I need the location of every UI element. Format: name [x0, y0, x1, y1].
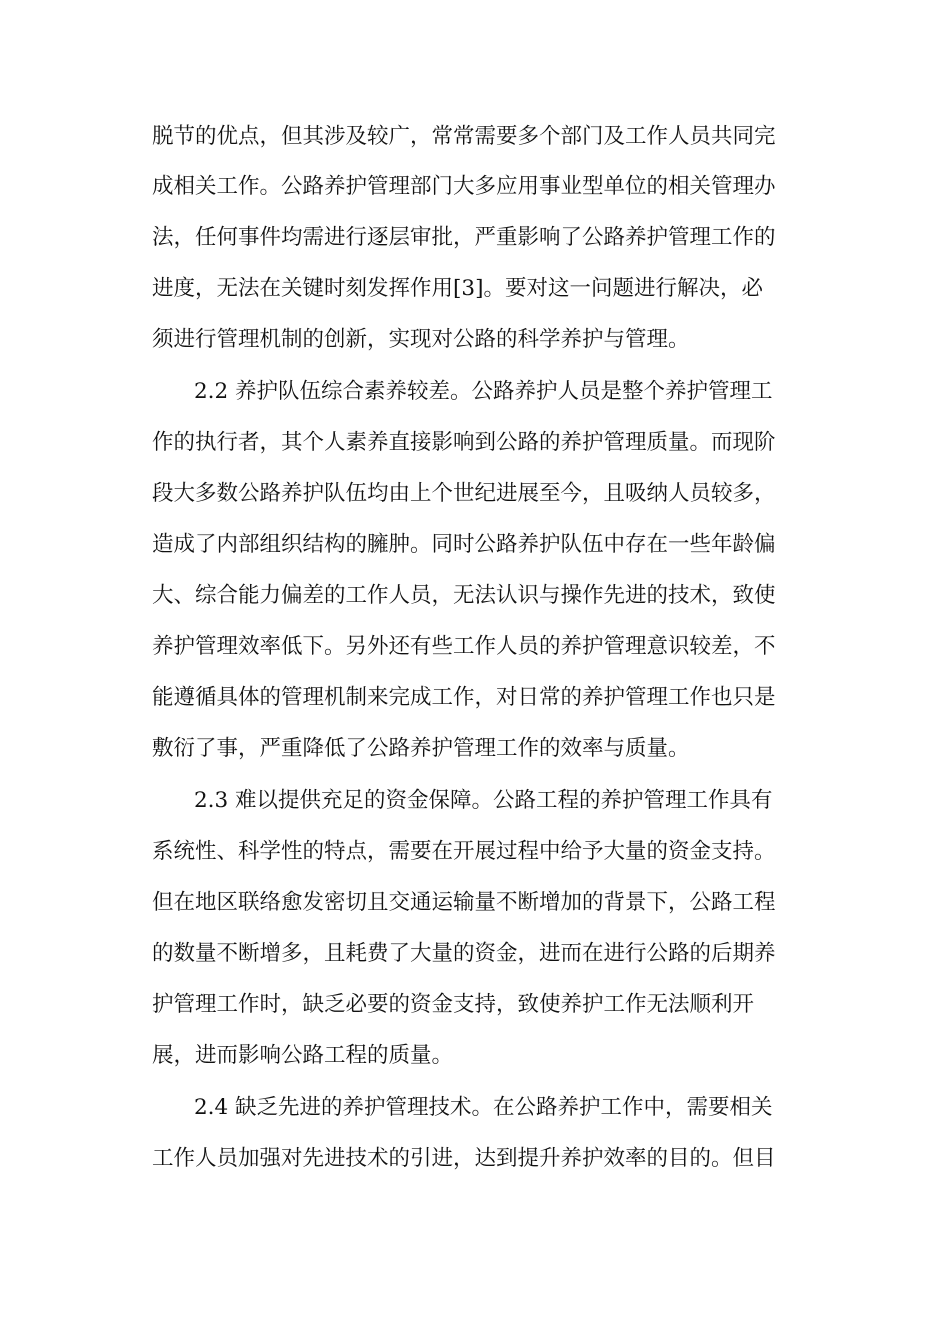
- text-line: 大、综合能力偏差的工作人员，无法认识与操作先进的技术，致使: [152, 583, 776, 608]
- text-line: 法，任何事件均需进行逐层审批，严重影响了公路养护管理工作的: [152, 225, 776, 250]
- section-2-2-first-line: 2.2 养护队伍综合素养较差。公路养护人员是整个养护管理工: [194, 379, 773, 404]
- text-line: 作的执行者，其个人素养直接影响到公路的养护管理质量。而现阶: [152, 430, 776, 455]
- text-line: 段大多数公路养护队伍均由上个世纪进展至今，且吸纳人员较多，: [152, 481, 776, 506]
- text-line: 进度，无法在关键时刻发挥作用[3]。要对这一问题进行解决，必: [152, 276, 763, 301]
- text-line: 须进行管理机制的创新，实现对公路的科学养护与管理。: [152, 327, 690, 352]
- text-line: 系统性、科学性的特点，需要在开展过程中给予大量的资金支持。: [152, 839, 776, 864]
- section-2-4-first-line: 2.4 缺乏先进的养护管理技术。在公路养护工作中，需要相关: [194, 1095, 773, 1120]
- text-line: 造成了内部组织结构的臃肿。同时公路养护队伍中存在一些年龄偏: [152, 532, 776, 557]
- text-line: 敷衍了事，严重降低了公路养护管理工作的效率与质量。: [152, 736, 690, 761]
- text-line: 能遵循具体的管理机制来完成工作，对日常的养护管理工作也只是: [152, 685, 776, 710]
- text-line: 的数量不断增多，且耗费了大量的资金，进而在进行公路的后期养: [152, 941, 776, 966]
- text-line: 展，进而影响公路工程的质量。: [152, 1043, 454, 1068]
- text-line: 养护管理效率低下。另外还有些工作人员的养护管理意识较差，不: [152, 634, 776, 659]
- section-2-3-first-line: 2.3 难以提供充足的资金保障。公路工程的养护管理工作具有: [194, 788, 773, 813]
- text-line: 护管理工作时，缺乏必要的资金支持，致使养护工作无法顺利开: [152, 992, 755, 1017]
- text-line: 工作人员加强对先进技术的引进，达到提升养护效率的目的。但目: [152, 1146, 776, 1171]
- text-line: 成相关工作。公路养护管理部门大多应用事业型单位的相关管理办: [152, 174, 776, 199]
- text-line: 脱节的优点，但其涉及较广，常常需要多个部门及工作人员共同完: [152, 124, 776, 149]
- text-line: 但在地区联络愈发密切且交通运输量不断增加的背景下，公路工程: [152, 890, 776, 915]
